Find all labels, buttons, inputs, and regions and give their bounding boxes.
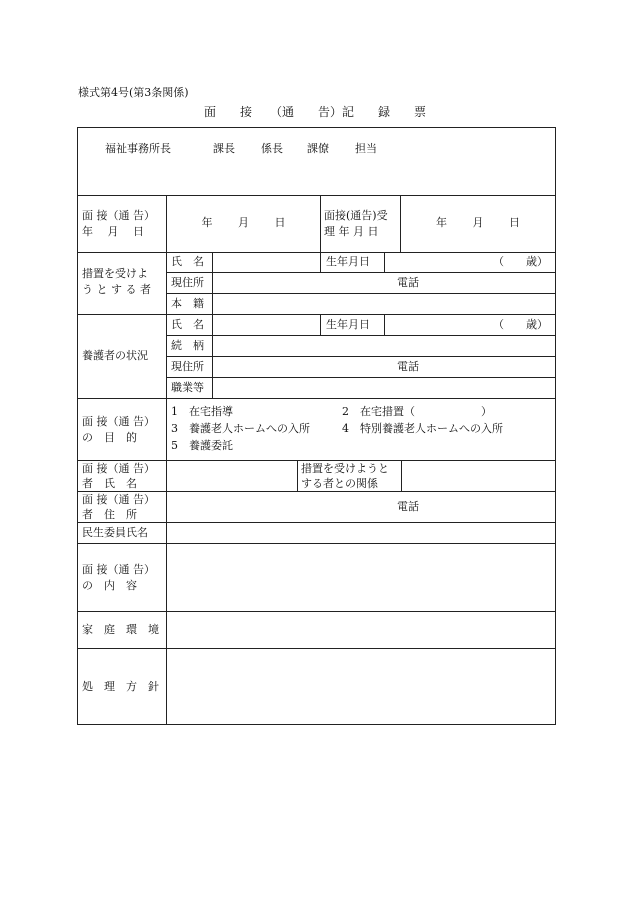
approval-staff: 課僚 (307, 142, 329, 155)
approval-subsection-chief: 係長 (261, 142, 283, 155)
column-divider (320, 252, 321, 273)
interview-date-field[interactable]: 年 月 日 (201, 216, 286, 229)
approval-person-in-charge: 担当 (355, 142, 377, 155)
row-divider (77, 398, 556, 399)
label-column-divider (166, 195, 167, 725)
column-divider (384, 314, 385, 335)
guardian-relation-label: 続 柄 (171, 339, 204, 352)
subject-domicile-label: 本 籍 (171, 297, 204, 310)
guardian-phone-label: 電話 (397, 360, 419, 373)
interviewer-name-label-line1: 面 接（通 告） (82, 462, 155, 475)
document-title: 面 接 （通 告）記 録 票 (203, 105, 426, 119)
content-label-line1: 面 接（通 告） (82, 563, 155, 576)
row-divider (77, 522, 556, 523)
processing-policy-label: 処 理 方 針 (82, 680, 159, 693)
purpose-label-line1: 面 接（通 告） (82, 415, 155, 428)
receipt-date-label-line1: 面接(通告)受 (324, 209, 388, 222)
column-divider (212, 252, 213, 398)
column-divider (320, 195, 321, 252)
guardian-address-label: 現住所 (171, 360, 204, 373)
row-divider (77, 195, 556, 196)
purpose-option-2[interactable]: 2 在宅措置（ ） (342, 405, 492, 418)
row-divider (77, 543, 556, 544)
receipt-date-label-line2: 理 年 月 日 (324, 225, 379, 238)
purpose-option-3[interactable]: 3 養護老人ホームへの入所 (171, 422, 310, 435)
interviewer-address-label-line2: 者 住 所 (82, 508, 137, 521)
approval-office-director: 福祉事務所長 (105, 142, 171, 155)
row-divider (167, 356, 556, 357)
receipt-date-field[interactable]: 年 月 日 (436, 216, 520, 229)
row-divider (167, 377, 556, 378)
guardian-age-field[interactable]: （ 歳） (493, 318, 548, 331)
subject-name-label: 氏 名 (171, 255, 204, 268)
subject-address-label: 現住所 (171, 276, 204, 289)
guardian-birthdate-label: 生年月日 (326, 318, 370, 331)
form-number: 様式第4号(第3条関係) (78, 86, 189, 99)
interview-date-label-line1: 面 接（通 告） (82, 209, 155, 222)
row-divider (77, 648, 556, 649)
subject-section-label-line1: 措置を受けよ (82, 267, 148, 280)
table-border-top (77, 127, 556, 128)
guardian-name-label: 氏 名 (171, 318, 204, 331)
interviewer-address-label-line1: 面 接（通 告） (82, 493, 155, 506)
table-border-right (555, 127, 556, 725)
interview-date-label-line2: 年 月 日 (82, 225, 144, 238)
row-divider (77, 314, 556, 315)
guardian-occupation-label: 職業等 (171, 381, 204, 394)
content-label-line2: の 内 容 (82, 579, 137, 592)
subject-section-label-line2: う と す る 者 (82, 283, 151, 296)
welfare-commissioner-label: 民生委員氏名 (82, 526, 148, 539)
table-border-left (77, 127, 78, 725)
interviewer-phone-label: 電話 (397, 500, 419, 513)
interviewer-name-label-line2: 者 氏 名 (82, 477, 137, 490)
row-divider (77, 252, 556, 253)
subject-birthdate-label: 生年月日 (326, 255, 370, 268)
subject-phone-label: 電話 (397, 276, 419, 289)
relation-to-subject-label-line2: する者との関係 (301, 477, 378, 490)
purpose-label-line2: の 目 的 (82, 431, 137, 444)
row-divider (167, 335, 556, 336)
purpose-option-5[interactable]: 5 養護委託 (171, 439, 233, 452)
row-divider (167, 272, 556, 273)
column-divider (320, 314, 321, 335)
row-divider (167, 293, 556, 294)
purpose-option-1[interactable]: 1 在宅指導 (171, 405, 233, 418)
table-border-bottom (77, 724, 556, 725)
relation-to-subject-label-line1: 措置を受けようと (301, 462, 389, 475)
family-environment-label: 家 庭 環 境 (82, 623, 159, 636)
column-divider (297, 460, 298, 491)
purpose-option-4[interactable]: 4 特別養護老人ホームへの入所 (342, 422, 503, 435)
column-divider (401, 460, 402, 491)
column-divider (384, 252, 385, 273)
row-divider (77, 611, 556, 612)
approval-section-chief: 課長 (213, 142, 235, 155)
subject-age-field[interactable]: （ 歳） (493, 255, 548, 268)
guardian-section-label: 養護者の状況 (82, 349, 148, 362)
